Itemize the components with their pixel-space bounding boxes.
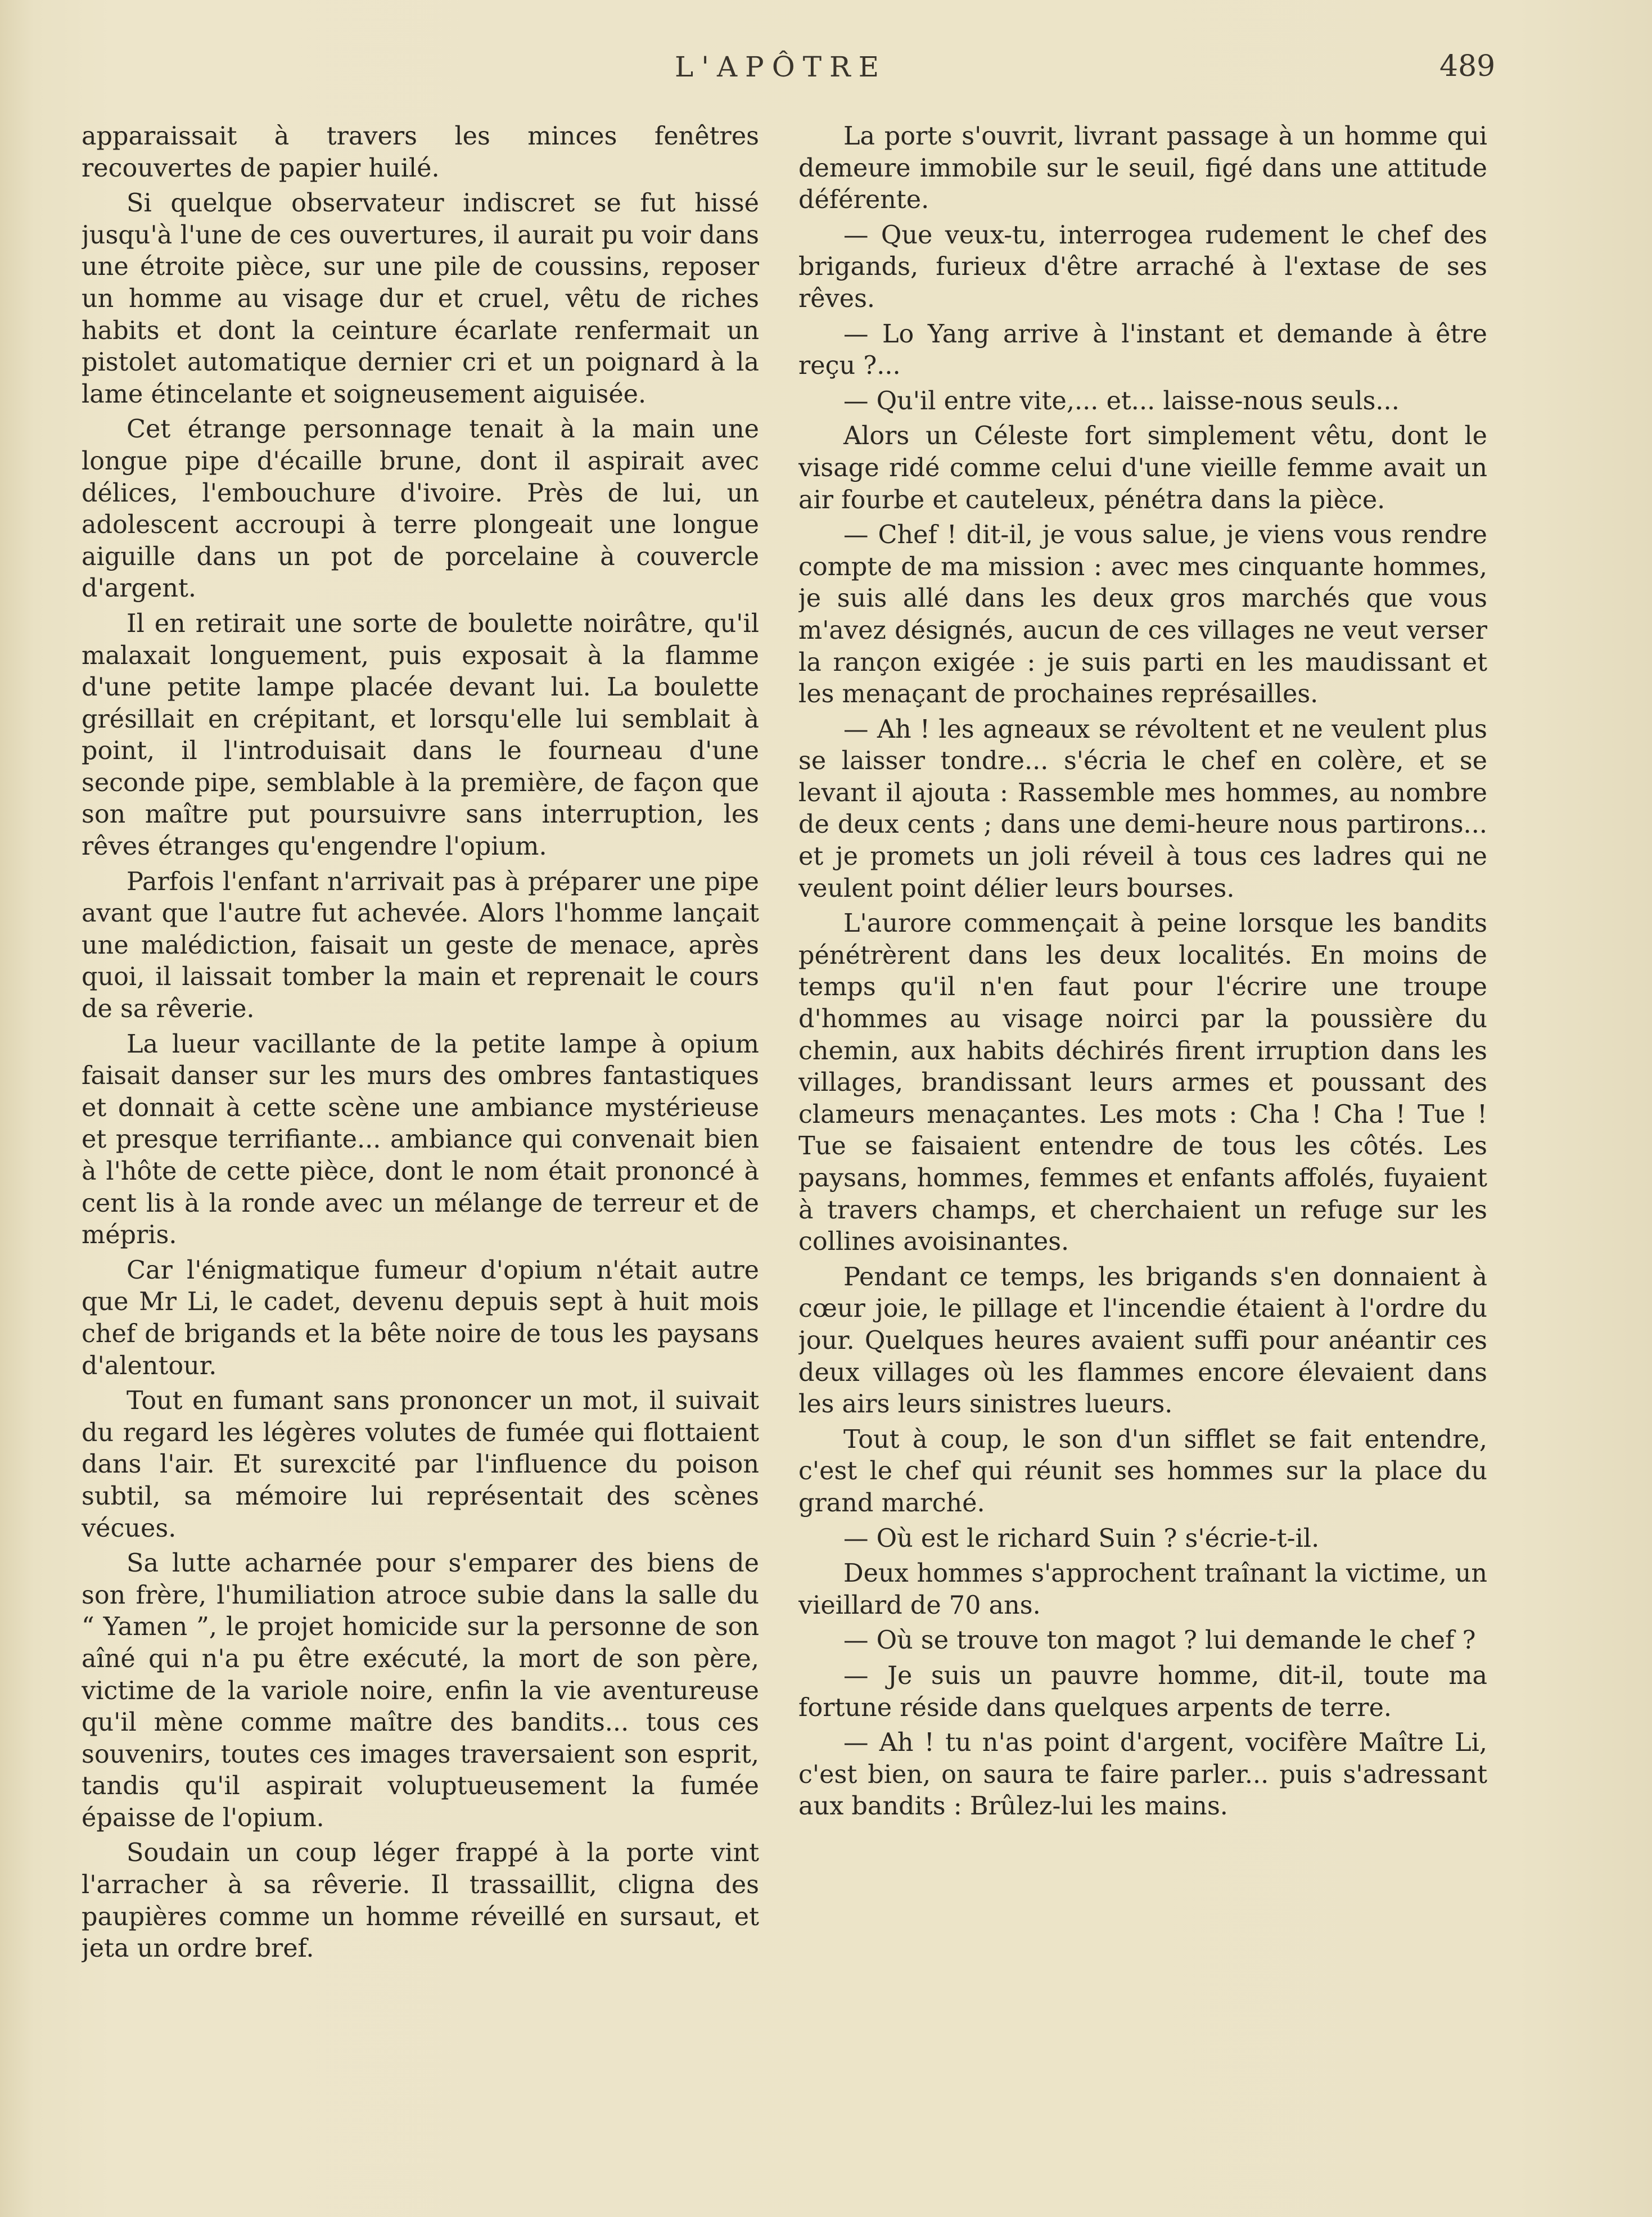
page-number: 489 bbox=[1439, 49, 1496, 83]
left-column bbox=[82, 121, 759, 2100]
paragraph: Si quelque observateur indiscret se fut hissé jusqu'à l'une de ces ouvertures, il aurait pu voir dans une étroite pièce, sur une pile de coussins, reposer un homme au visage dur et cruel, vêtu de riches habits et dont la ceinture écarlate renfermait un pistolet automatique dernier cri et un poignard à la lame étincelante et soigneusement aiguisée. bbox=[82, 189, 759, 409]
paragraph: — Ah ! tu n'as point d'argent, vocifère Maître Li, c'est bien, on saura te faire parler... puis s'adressant aux bandits : Brûlez-lui les mains. bbox=[798, 1728, 1487, 1821]
paragraph: — Chef ! dit-il, je vous salue, je viens vous rendre compte de ma mission : avec mes cinquante hommes, je suis allé dans les deux gros marchés que vous m'avez désignés, aucun de ces villages ne veut verser la rançon exigée : je suis parti en les maudissant et les menaçant de prochaines représailles. bbox=[798, 521, 1487, 709]
paragraph: Tout à coup, le son d'un sifflet se fait entendre, c'est le chef qui réunit ses hommes sur la place du grand marché. bbox=[798, 1425, 1487, 1518]
paragraph: — Que veux-tu, interrogea rudement le chef des brigands, furieux d'être arraché à l'extase de ses rêves. bbox=[798, 220, 1487, 313]
paragraph: Pendant ce temps, les brigands s'en donnaient à cœur joie, le pillage et l'incendie étaient à l'ordre du jour. Quelques heures avaient suffi pour anéantir ces deux villages où les flammes encore élevaient dans les airs leurs sinistres lueurs. bbox=[798, 1262, 1487, 1419]
paragraph: Parfois l'enfant n'arrivait pas à préparer une pipe avant que l'autre fut achevée. Alors l'homme lançait une malédiction, faisait un geste de menace, après quoi, il laissait tomber la main et reprenait le cours de sa rêverie. bbox=[82, 867, 759, 1024]
paragraph: Alors un Céleste fort simplement vêtu, dont le visage ridé comme celui d'une vieille femme avait un air fourbe et cauteleux, pénétra dans la pièce. bbox=[798, 422, 1487, 514]
paragraph: L'aurore commençait à peine lorsque les bandits pénétrèrent dans les deux localités. En moins de temps qu'il n'en faut pour l'écrire une troupe d'hommes au visage noirci par la poussière du chemin, aux habits déchirés firent irruption dans les villages, brandissant leurs armes et poussant des clameurs menaçantes. Les mots : Cha ! Cha ! Tue ! Tue se faisaient entendre de tous les côtés. Les paysans, hommes, femmes et enfants affolés, fuyaient à travers champs, et cherchaient un refuge sur les collines avoisinantes. bbox=[798, 909, 1487, 1257]
paragraph: — Où est le richard Suin ? s'écrie-t-il. bbox=[843, 1524, 1320, 1553]
paragraph: Sa lutte acharnée pour s'emparer des biens de son frère, l'humiliation atroce subie dans la salle du “ Yamen ”, le projet homicide sur la personne de son aîné qui n'a pu être exécuté, la mort de son père, victime de la variole noire, enfin la vie aventureuse qu'il mène comme maître des bandits... tous ces souvenirs, toutes ces images traversaient son esprit, tandis qu'il aspirait voluptueusement la fumée épaisse de l'opium. bbox=[82, 1549, 759, 1832]
paragraph: Il en retirait une sorte de boulette noirâtre, qu'il malaxait longuement, puis exposait à la flamme d'une petite lampe placée devant lui. La boulette grésillait en crépitant, et lorsqu'elle lui semblait à point, il l'introduisait dans le fourneau d'une seconde pipe, semblable à la première, de façon que son maître put poursuivre sans interruption, les rêves étranges qu'engendre l'opium. bbox=[82, 609, 759, 861]
paragraph: La porte s'ouvrit, livrant passage à un homme qui demeure immobile sur le seuil, figé dans une attitude déférente. bbox=[798, 122, 1487, 215]
paragraph: — Qu'il entre vite,... et... laisse-nous seuls... bbox=[843, 386, 1400, 416]
right-column bbox=[798, 121, 1487, 2100]
running-head bbox=[0, 46, 1652, 91]
paragraph: La lueur vacillante de la petite lampe à opium faisait danser sur les murs des ombres fantastiques et donnait à cette scène une ambiance mystérieuse et presque terrifiante... ambiance qui convenait bien à l'hôte de cette pièce, dont le nom était prononcé à cent lis à la ronde avec un mélange de terreur et de mépris. bbox=[82, 1030, 759, 1250]
paragraph: Car l'énigmatique fumeur d'opium n'était autre que Mr Li, le cadet, devenu depuis sept à huit mois chef de brigands et la bête noire de tous les paysans d'alentour. bbox=[82, 1256, 759, 1380]
paragraph: — Ah ! les agneaux se révoltent et ne veulent plus se laisser tondre... s'écria le chef en colère, et se levant il ajouta : Rassemble mes hommes, au nombre de deux cents ; dans une demi-heure nous partirons... et je promets un joli réveil à tous ces ladres qui ne veulent point délier leurs bourses. bbox=[798, 715, 1487, 903]
paragraph: Deux hommes s'approchent traînant la victime, un vieillard de 70 ans. bbox=[798, 1559, 1487, 1620]
paragraph: Cet étrange personnage tenait à la main une longue pipe d'écaille brune, dont il aspirait avec délices, l'embouchure d'ivoire. Près de lui, un adolescent accroupi à terre plongeait une longue aiguille dans un pot de porcelaine à couvercle d'argent. bbox=[82, 415, 759, 603]
paragraph: apparaissait à travers les minces fenêtres recouvertes de papier huilé. bbox=[82, 122, 759, 183]
paragraph: — Je suis un pauvre homme, dit-il, toute ma fortune réside dans quelques arpents de terre. bbox=[798, 1661, 1487, 1722]
paragraph: — Lo Yang arrive à l'instant et demande à être reçu ?... bbox=[798, 319, 1487, 381]
running-title: L'APÔTRE bbox=[675, 51, 887, 83]
paragraph: — Où se trouve ton magot ? lui demande le chef ? bbox=[843, 1626, 1476, 1655]
paragraph: Tout en fumant sans prononcer un mot, il suivait du regard les légères volutes de fumée qui flottaient dans l'air. Et surexcité par l'influence du poison subtil, sa mémoire lui représentait des scènes vécues. bbox=[82, 1387, 759, 1543]
paragraph: Soudain un coup léger frappé à la porte vint l'arracher à sa rêverie. Il trassaillit, cligna des paupières comme un homme réveillé en sursaut, et jeta un ordre bref. bbox=[82, 1839, 759, 1963]
